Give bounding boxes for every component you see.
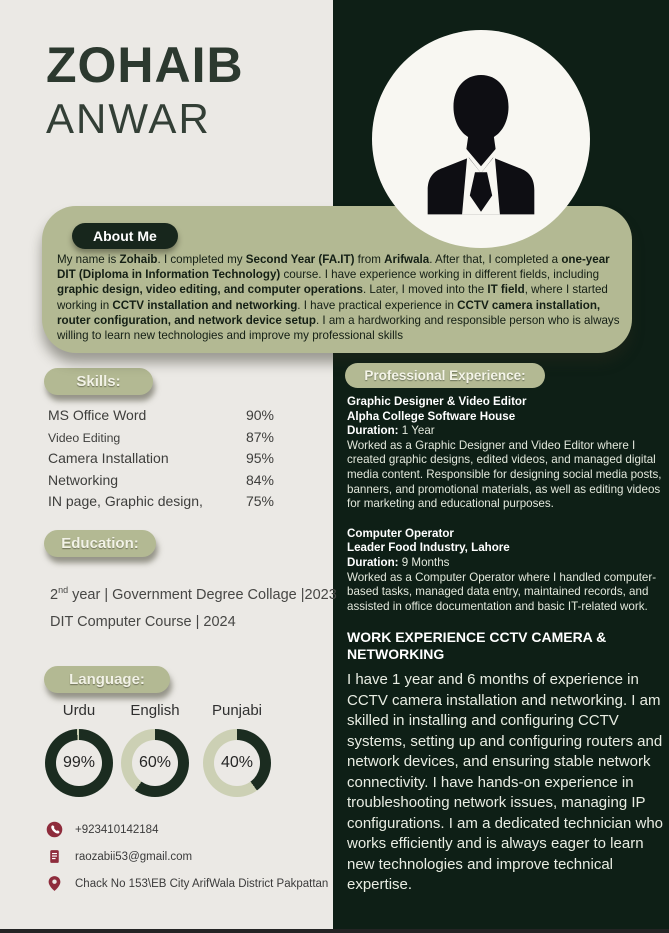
skill-row — [48, 429, 274, 451]
job-title: Computer Operator — [347, 526, 454, 540]
skill-row — [48, 450, 274, 472]
job-duration — [347, 424, 665, 439]
phone-number: +923410142184 — [75, 823, 159, 836]
job-title: Graphic Designer & Video Editor — [347, 395, 527, 408]
language-heading: Language: — [44, 666, 170, 693]
about-me-pill: About Me — [72, 223, 178, 249]
language-donut-chart — [121, 729, 189, 797]
skill-value: 90% — [245, 407, 274, 423]
skill-label: Video Editing — [48, 430, 121, 445]
skill-row — [48, 493, 274, 515]
skill-row — [48, 472, 274, 494]
language-punjabi — [197, 702, 277, 797]
education-list — [50, 577, 337, 637]
language-percent: 99% — [56, 740, 102, 786]
language-english — [115, 702, 195, 797]
job-description: Worked as a Computer Operator where I handled computer-based tasks, managed data entry, maintained records, and assisted in office documentation and basic IT-related work. — [347, 570, 657, 613]
phone-icon — [46, 821, 63, 838]
job-entry — [347, 395, 665, 512]
duration-label: Duration: — [347, 555, 399, 569]
skill-value: 95% — [245, 450, 274, 467]
skill-label: Networking — [48, 471, 119, 488]
first-name: ZOHAIB — [46, 37, 244, 93]
skill-label: Camera Installation — [48, 450, 169, 467]
education-year-number: 2 — [50, 586, 59, 603]
bottom-edge-strip — [0, 929, 669, 933]
skill-value: 87% — [245, 428, 274, 445]
person-silhouette-icon — [395, 60, 567, 238]
contact-address-row — [46, 870, 328, 897]
language-percent: 40% — [214, 740, 260, 786]
professional-experience-heading: Professional Experience: — [345, 363, 545, 388]
profile-photo — [372, 30, 590, 248]
skill-value: 75% — [245, 493, 274, 510]
contact-email-row — [46, 843, 328, 870]
postal-address: Chack No 153\EB City ArifWala District Pakpattan — [75, 877, 329, 890]
contact-phone-row — [46, 816, 328, 843]
duration-value: 9 Months — [398, 555, 450, 569]
language-name: Punjabi — [211, 702, 263, 719]
language-donut-chart — [203, 729, 271, 797]
job-entry — [347, 527, 665, 615]
email-address: raozabii53@gmail.com — [75, 850, 193, 863]
job-company: Alpha College Software House — [347, 409, 516, 423]
contact-section — [46, 816, 328, 897]
experience-section — [347, 395, 665, 896]
ordinal-suffix: nd — [58, 585, 69, 595]
education-heading: Education: — [44, 530, 156, 557]
language-percent: 60% — [132, 740, 178, 786]
skills-list — [48, 407, 274, 515]
duration-label: Duration: — [347, 424, 399, 438]
skill-row — [48, 407, 274, 429]
job-company: Leader Food Industry, Lahore — [347, 541, 510, 555]
language-name: Urdu — [62, 702, 96, 719]
education-line: DIT Computer Course | 2024 — [50, 614, 236, 631]
job-duration — [347, 556, 665, 571]
skills-heading: Skills: — [44, 368, 153, 395]
name-block — [46, 36, 244, 144]
skill-label: IN page, Graphic design, — [48, 493, 203, 510]
job-description: Worked as a Graphic Designer and Video Editor where I created graphic designs, edited videos, and managed digital media content. Responsible for designing social media posts, banners, and promotional materials, as well as editing videos for marketing and educational purposes. — [347, 438, 662, 511]
language-name: English — [130, 702, 180, 719]
skill-label: MS Office Word — [48, 407, 147, 423]
email-icon — [46, 848, 63, 865]
last-name: ANWAR — [46, 95, 211, 142]
language-donut-chart — [45, 729, 113, 797]
education-line — [50, 577, 337, 609]
location-pin-icon — [46, 875, 63, 892]
skill-value: 84% — [245, 471, 274, 488]
cctv-work-experience-heading: WORK EXPERIENCE CCTV CAMERA & NETWORKING — [347, 629, 607, 663]
language-urdu — [39, 702, 119, 797]
duration-value: 1 Year — [398, 424, 435, 438]
education-line-text: year | Government Degree Collage |2023 — [68, 586, 337, 603]
about-paragraph: My name is Zohaib. I completed my Second Year (FA.IT) from Arifwala. After that, I completed a one-year DIT (Diploma in Information Technology) course. I have experience working in different fields, including graphic design, video editing, and computer operations. Later, I moved into the IT field, where I started working in CCTV installation and networking. I have practical experience in CCTV camera installation, router configuration, and network device setup. I am a hardworking and responsible person who is always willing to learn new technologies and improve my professional skills — [57, 253, 620, 343]
cctv-work-experience-body: I have 1 year and 6 months of experience in CCTV camera installation and networking. I am skilled in installing and configuring CCTV systems, setting up and configuring routers and network devices, and ensuring stable network connectivity. I have hands-on experience in troubleshooting network issues, managing IP configurations. I am a dedicated technician who works efficiently and is always eager to learn new technologies and improve technical expertise. — [347, 671, 664, 894]
